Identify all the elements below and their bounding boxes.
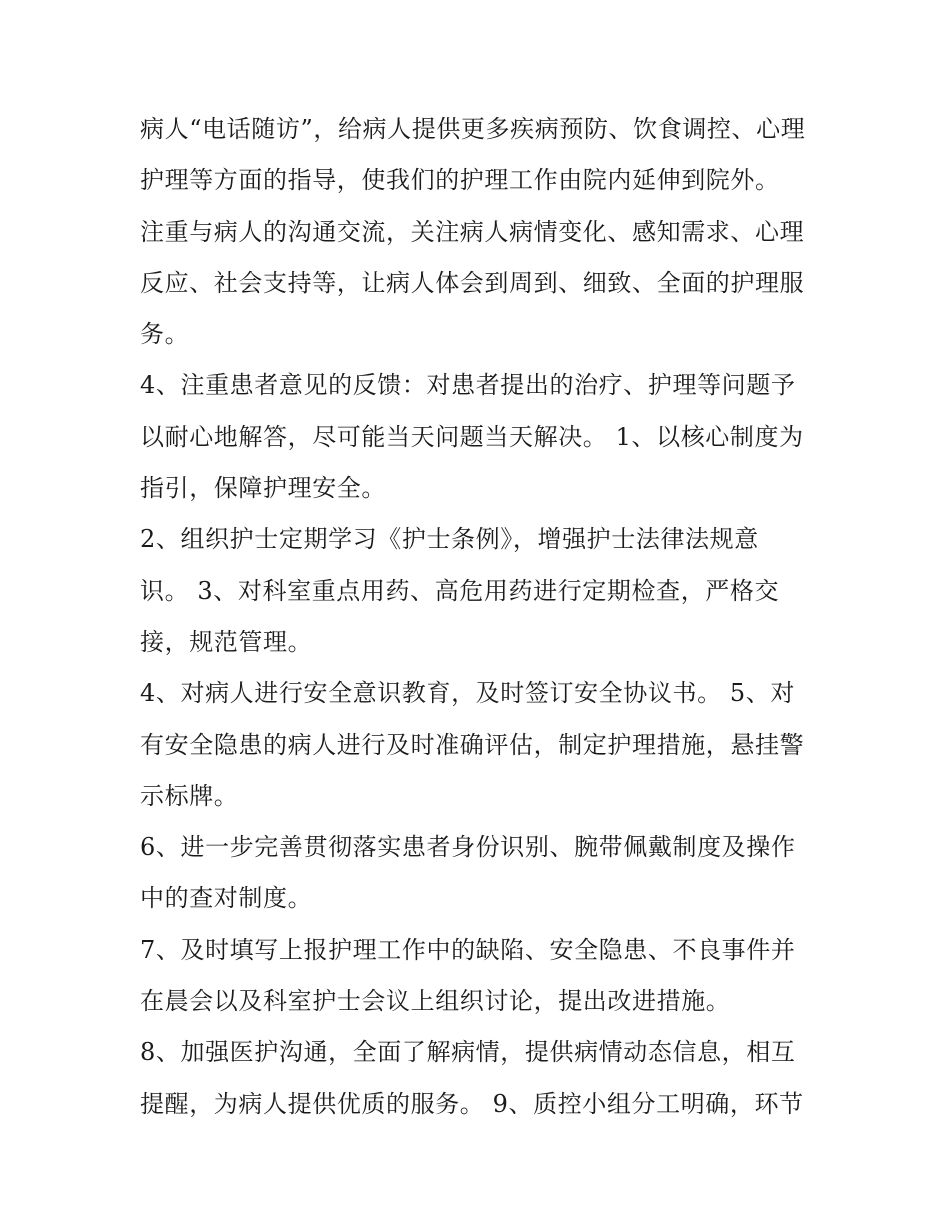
text-line: 2、组织护士定期学习《护士条例》，增强护士法律法规意 <box>140 525 759 554</box>
text-line: 以耐心地解答，尽可能当天问题当天解决。 1、以核心制度为 <box>140 422 804 451</box>
text-line: 指引，保障护理安全。 <box>140 474 386 503</box>
text-line: 接，规范管理。 <box>140 627 313 656</box>
text-line: 病人“电话随访”，给病人提供更多疾病预防、饮食调控、心理 <box>140 115 806 143</box>
text-line: 4、对病人进行安全意识教育，及时签订安全协议书。 5、对 <box>140 679 795 708</box>
text-line: 示标牌。 <box>140 781 239 810</box>
text-line: 提醒，为病人提供优质的服务。 9、质控小组分工明确，环节 <box>140 1089 804 1118</box>
text-line: 反应、社会支持等，让病人体会到周到、细致、全面的护理服 <box>140 268 805 297</box>
text-line: 6、进一步完善贯彻落实患者身份识别、腕带佩戴制度及操作 <box>140 833 796 862</box>
text-line: 护理等方面的指导，使我们的护理工作由院内延伸到院外。 <box>140 166 780 195</box>
text-line: 在晨会以及科室护士会议上组织讨论，提出改进措施。 <box>140 987 731 1016</box>
text-line: 中的查对制度。 <box>140 884 313 913</box>
text-line: 识。 3、对科室重点用药、高危用药进行定期检查，严格交 <box>140 576 780 605</box>
text-line: 有安全隐患的病人进行及时准确评估，制定护理措施，悬挂警 <box>140 730 805 759</box>
text-line: 务。 <box>140 320 190 349</box>
text-line: 注重与病人的沟通交流，关注病人病情变化、感知需求、心理 <box>140 217 805 246</box>
body-text <box>140 104 830 1130</box>
text-line: 8、加强医护沟通，全面了解病情，提供病情动态信息，相互 <box>140 1038 796 1067</box>
text-line: 4、注重患者意见的反馈：对患者提出的治疗、护理等问题予 <box>140 371 796 400</box>
text-line: 7、及时填写上报护理工作中的缺陷、安全隐患、不良事件并 <box>140 935 796 964</box>
